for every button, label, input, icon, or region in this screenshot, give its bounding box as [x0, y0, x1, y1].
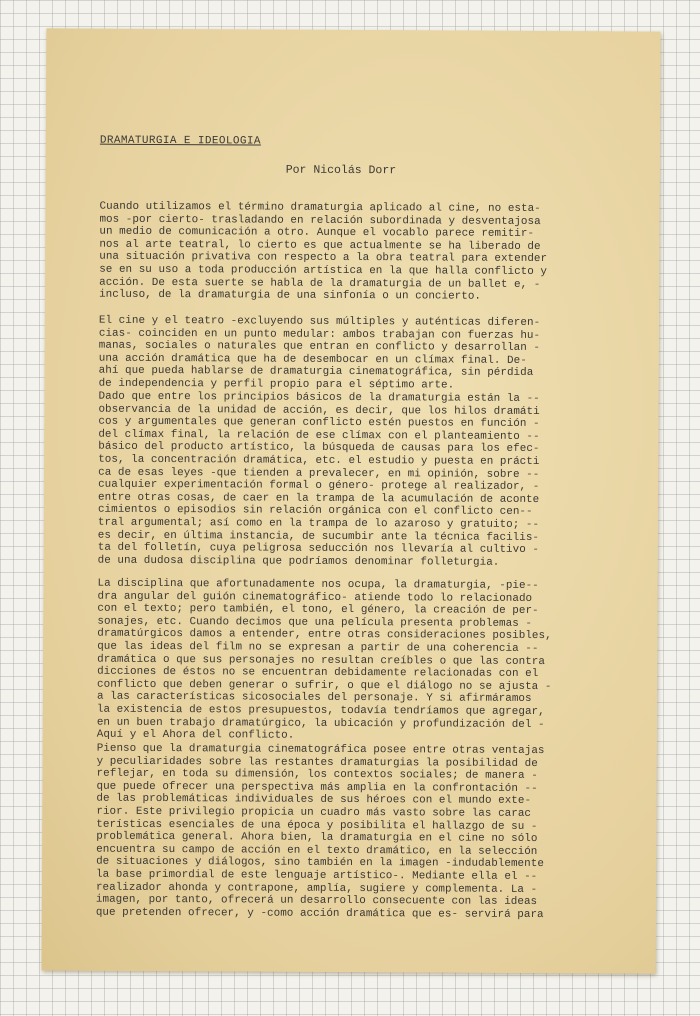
text-line: a las características sicosociales del personaje. Y si afirmáramos	[96, 691, 532, 706]
text-line: Pienso que la dramaturgia cinematográfica posee entre otras ventajas	[96, 742, 545, 758]
text-line: se en su uso a toda producción artística en la que halla conflicto y	[99, 263, 548, 278]
paragraph-2	[99, 315, 659, 393]
text-line: la existencia de estos presupuestos, todavía tendríamos que agregar,	[96, 703, 545, 718]
text-line: terísticas esenciales de una época y posibilita el hallazgo de su -	[96, 818, 538, 833]
text-line: La disciplina que afortunadamente nos ocupa, la dramaturgia, -pie--	[97, 577, 539, 592]
text-line: realizador ahonda y contrapone, amplía, sugiere y complementa. La -	[95, 881, 538, 896]
text-line: que las ideas del film no se expresan a partir de una coherencia --	[97, 640, 539, 655]
text-line: tos, la concentración dramática, etc. el estudio y puesta en prácti	[98, 453, 540, 468]
text-line: ahí que pueda hablarse de dramaturgia cinematográfica, sin pérdida	[98, 365, 534, 380]
text-line: es decir, en última instancia, de sucumbir ante la técnica facilis-	[97, 529, 540, 544]
text-line: de situaciones y diálogos, sino también en la imagen -indudablemente	[96, 856, 544, 871]
text-line: conflicto que deben generar o sufrir, o que el diálogo no se ajusta -	[97, 678, 552, 693]
text-line: reflejar, en toda su dimensión, los contextos sociales; de manera -	[96, 767, 538, 783]
text-line: cualquier experimentación formal o género- protege al realizador, -	[98, 478, 540, 494]
text-line: El cine y el teatro -excluyendo sus múltiples y auténticas diferen-	[98, 314, 541, 329]
text-line: del clímax final, la relación de ese clímax con el planteamiento --	[98, 428, 540, 443]
text-line: que puede ofrecer una perspectiva más amplia en la confrontación --	[96, 780, 538, 795]
text-line: de una dudosa disciplina que podríamos denominar folleturgia.	[97, 554, 500, 569]
document-title: DRAMATURGIA E IDEOLOGIA	[99, 134, 261, 148]
text-line: de las problemáticas individuales de sus héroes con el mundo exte-	[96, 793, 532, 808]
text-line: imagen, por tanto, ofrecerá un desarrollo consecuente con las ideas	[95, 893, 538, 909]
text-line: cias- coinciden en un punto medular: ambos trabajan con fuerzas hu-	[98, 327, 541, 342]
text-line: observancia de la unidad de acción, es decir, que los hilos dramáti	[98, 403, 540, 418]
text-line: rior. Este privilegio propicia un cuadro más vasto sobre las carac	[96, 805, 532, 820]
text-line: un medio de comunicación a otro. Aunque el vocablo parece remitir-	[99, 225, 535, 241]
text-line: básico del producto artístico, la búsqueda de causas para los efec-	[98, 441, 540, 456]
text-line: una situación privativa con respecto a la obra teatral para extender	[99, 251, 548, 266]
text-line: Cuando utilizamos el término dramaturgia aplicado al cine, no esta-	[99, 200, 541, 215]
text-line: encuentra su campo de acción en el texto dramático, en la selección	[96, 843, 538, 858]
text-line: incluso, de la dramaturgia de una sinfonía o un concierto.	[99, 288, 482, 303]
text-line: Dado que entre los principios básicos de la dramaturgia están la --	[98, 390, 540, 405]
text-line: Aquí y el Ahora del conflicto.	[96, 728, 295, 742]
text-line: una acción dramática que ha de desembocar en un clímax final. De-	[98, 352, 527, 367]
text-line: mos -por cierto- trasladando en relación subordinada y desventajosa	[99, 213, 541, 228]
text-line: que pretenden ofrecer, y -como acción dramática que es- servirá para	[95, 906, 544, 921]
text-line: con el texto; pero también, el tono, el género, la creación de per-	[97, 602, 539, 618]
text-line: ta del folletín, cuya peligrosa seducción nos llevaría al cultivo -	[97, 541, 540, 557]
text-line: nos al arte teatral, lo cierto es que actualmente se ha liberado de	[99, 238, 541, 253]
paragraph-4	[97, 578, 658, 745]
paragraph-3	[98, 391, 659, 570]
text-line: dramática o que sus personajes no resultan creíbles o que las contra	[97, 653, 546, 668]
document-byline: Por Nicolás Dorr	[285, 163, 397, 178]
text-line: ca de esas leyes -que tienden a prevalecer, en mi opinión, sobre --	[98, 466, 540, 481]
text-line: tral argumental; así como en la trampa de lo azaroso y gratuito; --	[97, 516, 540, 531]
text-line: de independencia y perfil propio para el séptimo arte.	[98, 377, 455, 392]
text-line: entre otras cosas, de caer en la trampa de la acumulación de aconte	[97, 491, 540, 506]
text-line: problemática general. Ahora bien, la dramaturgia en el cine no sólo	[96, 830, 538, 846]
text-line: y peculiaridades sobre las restantes dramaturgias la posibilidad de	[96, 755, 538, 770]
text-line: dicciones de éstos no se encuentran debidamente relacionadas con el	[97, 665, 539, 681]
text-line: cos y argumentales que generan conflicto estén puestos en función -	[98, 415, 540, 431]
text-line: manas, sociales o naturales que entran en conflicto y desarrollan -	[98, 339, 541, 355]
typewritten-page	[42, 28, 661, 973]
text-line: dramatúrgicos damos a entender, entre otras consideraciones posibles,	[97, 628, 552, 643]
text-line: cimientos o episodios sin relación orgánica con el conflicto cen--	[97, 504, 533, 519]
text-line: la base primordial de este lenguaje artístico-. Mediante ella el --	[96, 868, 538, 883]
paragraph-5	[96, 743, 657, 922]
text-line: dra angular del guión cinematográfico- atiende todo lo relacionado	[97, 590, 533, 605]
text-line: en un buen trabajo dramatúrgico, la ubicación y profundización del -	[96, 716, 545, 731]
text-line: acción. De esta suerte se habla de la dramaturgia de un ballet e, -	[99, 276, 541, 291]
text-line: sonajes, etc. Cuando decimos que una película presenta problemas -	[97, 615, 533, 630]
paragraph-1	[99, 201, 660, 305]
